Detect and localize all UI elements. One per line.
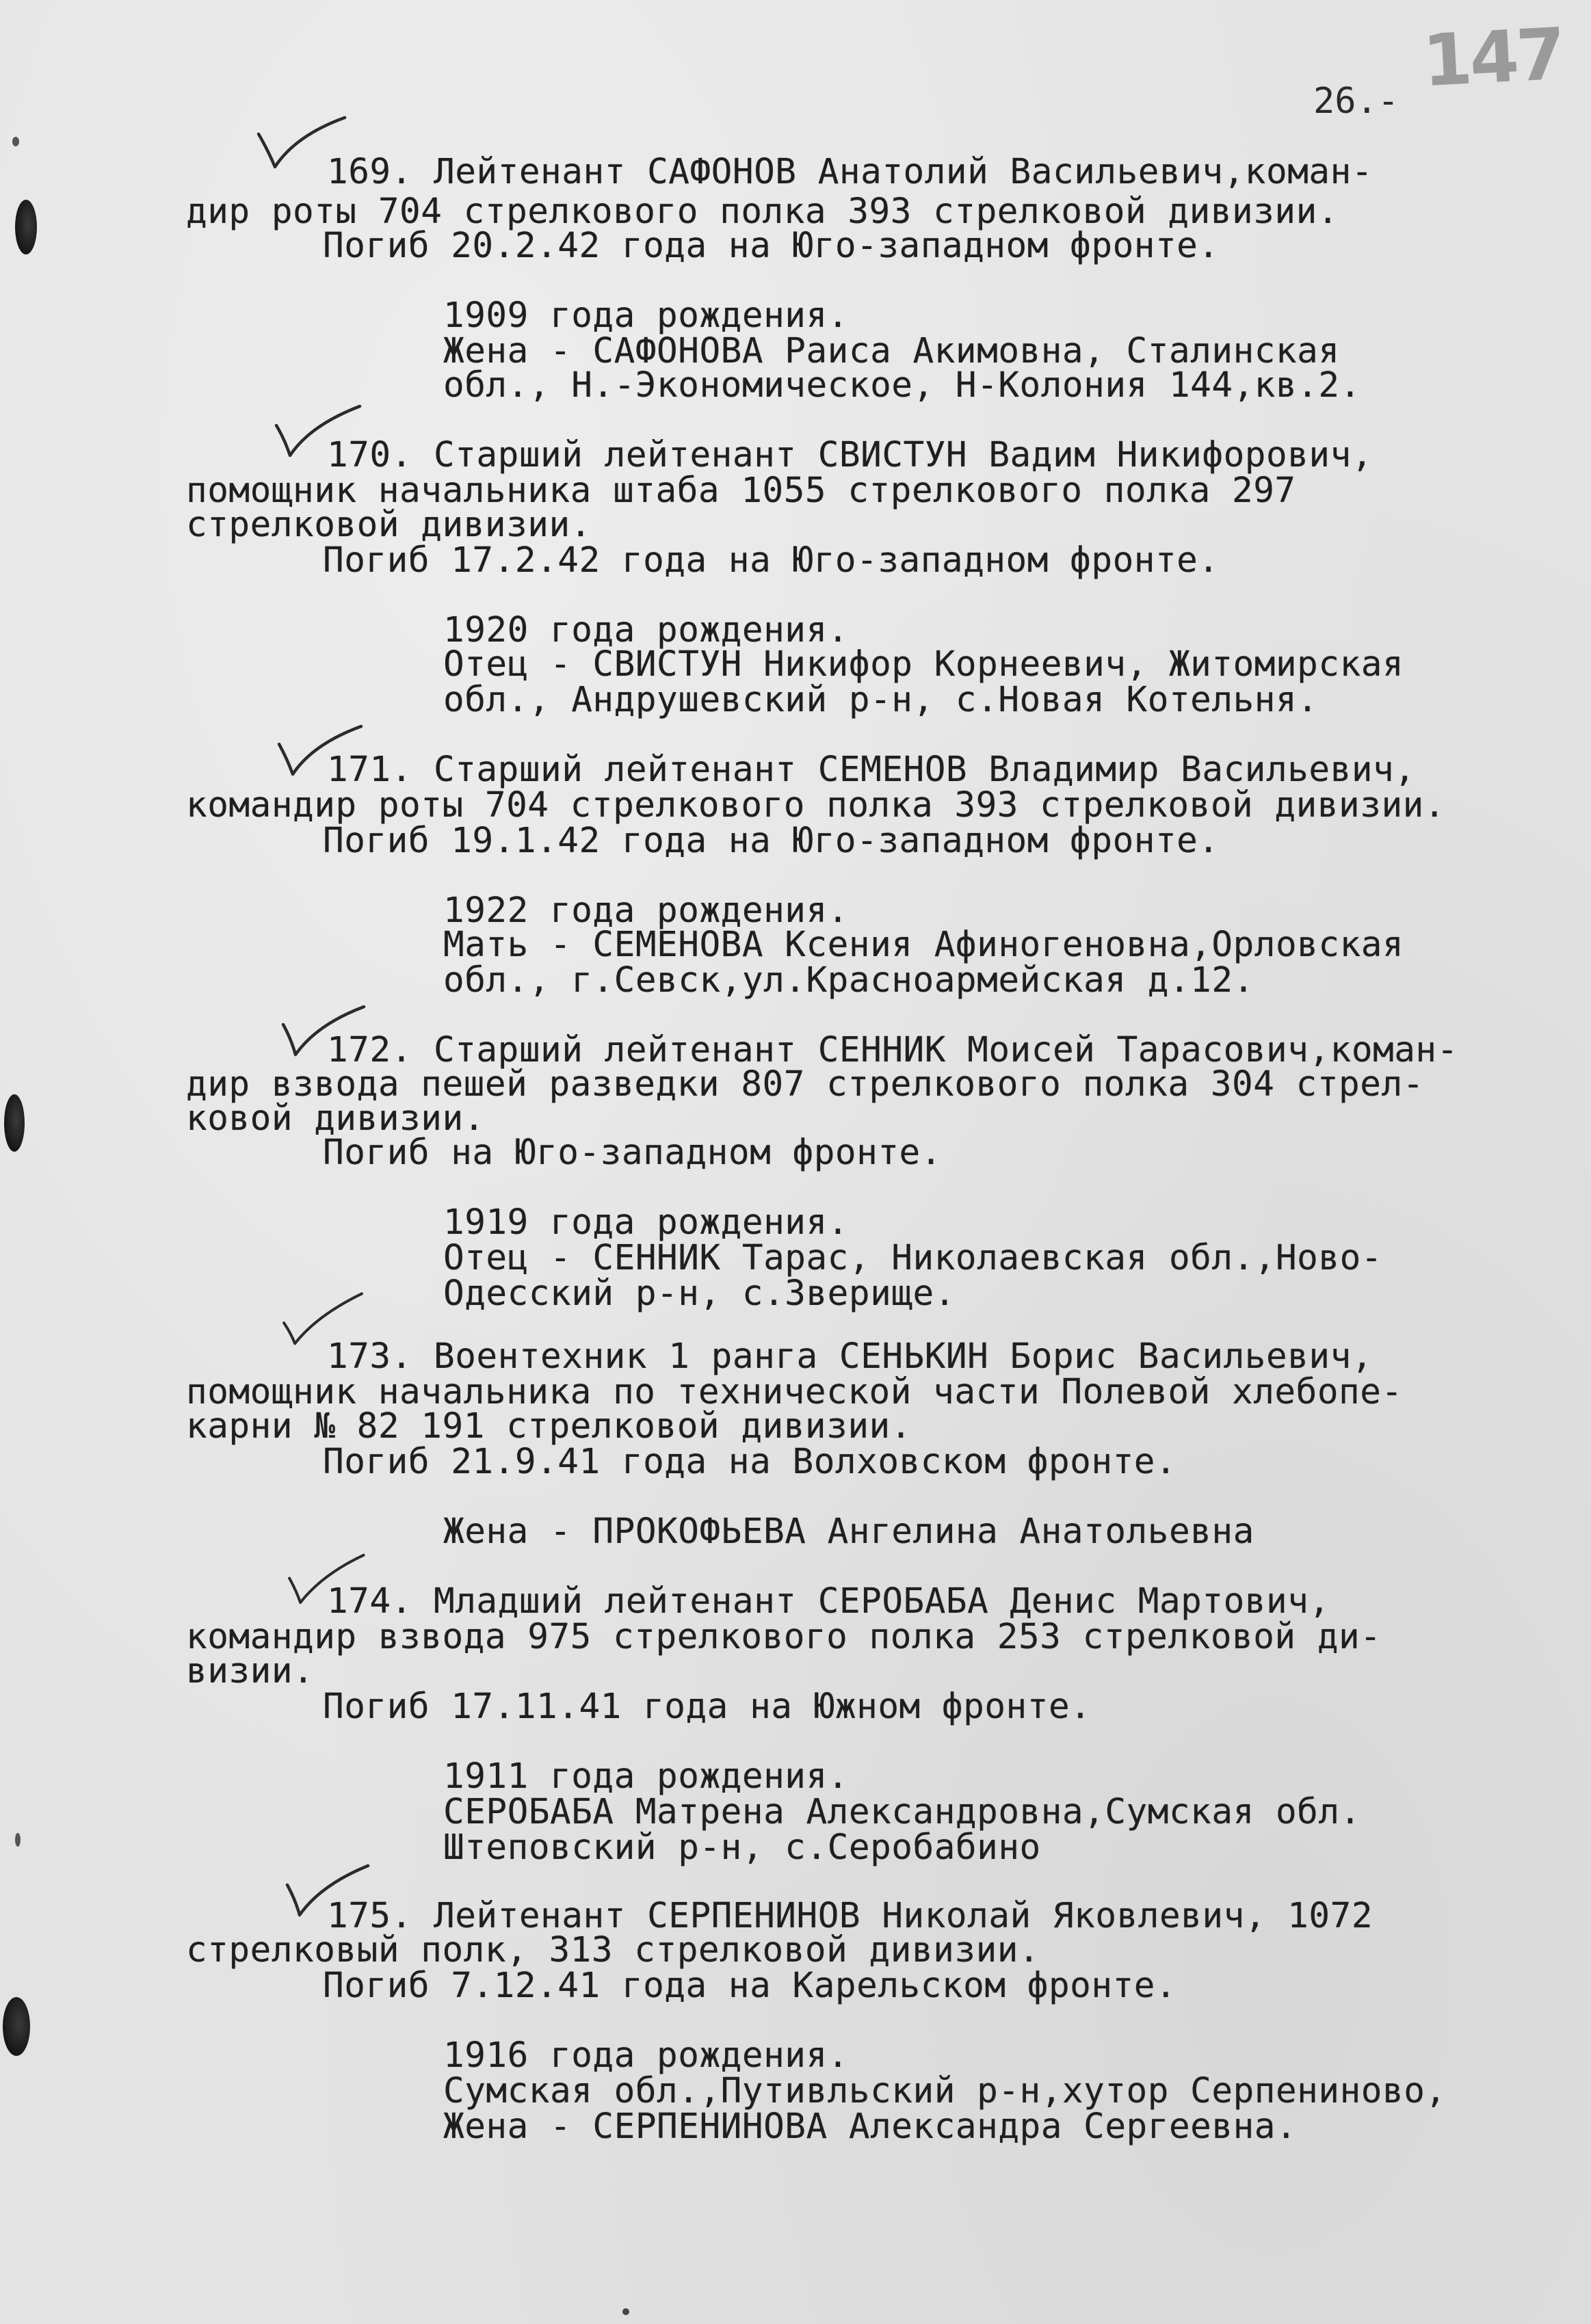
entry-169-line: дир роты 704 стрелкового полка 393 стрелковой дивизии. <box>186 192 1339 232</box>
entry-172-line: дир взвода пешей разведки 807 стрелкового полка 304 стрел- <box>186 1064 1424 1105</box>
entry-172-detail: Одесский р-н, с.Зверище. <box>443 1273 956 1314</box>
paper-mark <box>12 137 19 146</box>
entry-175-line: Погиб 7.12.41 года на Карельском фронте. <box>323 1966 1177 2006</box>
entry-175-line: стрелковый полк, 313 стрелковой дивизии. <box>186 1930 1040 1970</box>
binder-hole <box>15 200 37 254</box>
entry-171-detail: обл., г.Севск,ул.Красноармейская д.12. <box>443 960 1254 1001</box>
entry-173-line: Погиб 21.9.41 года на Волховском фронте. <box>323 1442 1177 1482</box>
entry-171-detail: Мать - СЕМЕНОВА Ксения Афиногеновна,Орловская <box>443 925 1404 965</box>
entry-170-line: Погиб 17.2.42 года на Юго-западном фронте. <box>323 540 1220 581</box>
entry-172-detail: Отец - СЕННИК Тарас, Николаевская обл.,Ново- <box>443 1238 1383 1278</box>
entry-173-line: помощник начальника по технической части Полевой хлебопе- <box>186 1372 1403 1412</box>
entry-173-line: 173. Воентехник 1 ранга СЕНЬКИН Борис Васильевич, <box>327 1336 1373 1377</box>
entry-169-detail: обл., Н.-Экономическое, Н-Колония 144,кв.2. <box>443 365 1361 406</box>
entry-172-line: ковой дивизии. <box>186 1098 485 1139</box>
entry-172-line: 172. Старший лейтенант СЕННИК Моисей Тарасович,коман- <box>327 1030 1458 1070</box>
binder-hole <box>3 1997 30 2056</box>
binder-hole <box>4 1094 25 1152</box>
entry-175-detail: Сумская обл.,Путивльский р-н,хутор Серпениново, <box>443 2071 1447 2111</box>
entry-173-detail: Жена - ПРОКОФЬЕВА Ангелина Анатольевна <box>443 1511 1254 1552</box>
entry-174-detail: 1911 года рождения. <box>443 1756 849 1797</box>
entry-170-detail: Отец - СВИСТУН Никифор Корнеевич, Житомирская <box>443 644 1404 685</box>
entry-175-detail: 1916 года рождения. <box>443 2035 849 2076</box>
entry-175-detail: Жена - СЕРПЕНИНОВА Александра Сергеевна. <box>443 2107 1298 2147</box>
entry-170-detail: 1920 года рождения. <box>443 610 849 650</box>
entry-174-line: 174. Младший лейтенант СЕРОБАБА Денис Мартович, <box>327 1581 1330 1622</box>
entry-170-line: стрелковой дивизии. <box>186 505 592 545</box>
entry-175-line: 175. Лейтенант СЕРПЕНИНОВ Николай Яковлевич, 1072 <box>327 1896 1373 1936</box>
entry-174-detail: СЕРОБАБА Матрена Александровна,Сумская обл. <box>443 1792 1361 1832</box>
entry-173-line: карни № 82 191 стрелковой дивизии. <box>186 1406 912 1447</box>
entry-174-line: Погиб 17.11.41 года на Южном фронте. <box>323 1687 1092 1727</box>
entry-170-detail: обл., Андрушевский р-н, с.Новая Котельня. <box>443 680 1319 720</box>
entry-170-line: помощник начальника штаба 1055 стрелкового полка 297 <box>186 471 1296 511</box>
folio-number: 147 <box>1420 12 1566 103</box>
entry-169-line: 169. Лейтенант САФОНОВ Анатолий Васильевич,коман- <box>327 152 1373 192</box>
paper-speck <box>622 2308 629 2315</box>
entry-171-line: Погиб 19.1.42 года на Юго-западном фронте. <box>323 821 1220 861</box>
entry-170-line: 170. Старший лейтенант СВИСТУН Вадим Никифорович, <box>327 435 1373 475</box>
paper-mark <box>15 1833 21 1847</box>
entry-171-line: командир роты 704 стрелкового полка 393 стрелковой дивизии. <box>186 785 1446 826</box>
entry-169-detail: Жена - САФОНОВА Раиса Акимовна, Сталинская <box>443 331 1340 371</box>
entry-174-detail: Штеповский р-н, с.Серобабино <box>443 1827 1041 1868</box>
entry-171-detail: 1922 года рождения. <box>443 890 849 931</box>
entry-171-line: 171. Старший лейтенант СЕМЕНОВ Владимир Васильевич, <box>327 750 1416 790</box>
entry-169-detail: 1909 года рождения. <box>443 295 849 336</box>
entry-174-line: командир взвода 975 стрелкового полка 253 стрелковой ди- <box>186 1617 1382 1657</box>
entry-174-line: визии. <box>186 1651 315 1691</box>
entry-172-line: Погиб на Юго-западном фронте. <box>323 1133 942 1173</box>
page-number: 26.- <box>1313 81 1399 122</box>
entry-172-detail: 1919 года рождения. <box>443 1202 849 1243</box>
entry-169-line: Погиб 20.2.42 года на Юго-западном фронте. <box>323 226 1220 266</box>
